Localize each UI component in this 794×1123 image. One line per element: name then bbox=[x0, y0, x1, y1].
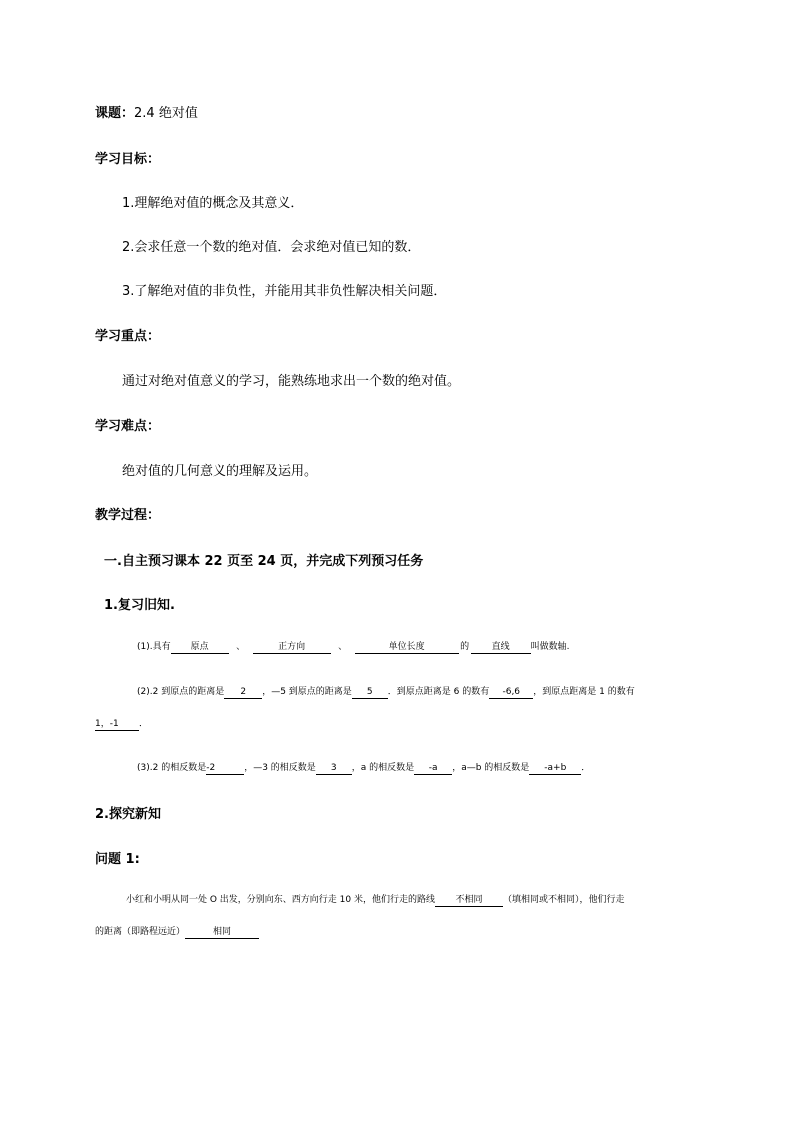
q2-part-3: ．到原点距离是 6 的数有 bbox=[387, 687, 490, 697]
question-2-line-2 bbox=[95, 716, 148, 731]
q1-answer-2: 正方向 bbox=[253, 643, 331, 654]
problem-1-title: 问题 1: bbox=[95, 852, 140, 867]
process-heading: 教学过程： bbox=[95, 508, 161, 523]
q2-answer-1: 2 bbox=[224, 688, 262, 699]
q3-answer-4: -a+b bbox=[529, 764, 581, 775]
q1-answer-4: 直线 bbox=[471, 643, 531, 654]
q2-end: ． bbox=[139, 719, 149, 729]
lesson-title-label: 课题： bbox=[95, 106, 135, 121]
q2-answer-4: 1，-1 bbox=[95, 720, 139, 731]
q3-part-4: ，a—b 的相反数是 bbox=[452, 763, 530, 773]
difficulties-text: 绝对值的几何意义的理解及运用。 bbox=[122, 464, 318, 479]
problem-1-text: 小红和小明从同一处 O 出发，分别向东、西方向行走 10 米，他们行走的路线 bbox=[126, 895, 435, 905]
q1-answer-1: 原点 bbox=[171, 643, 229, 654]
q3-end: ． bbox=[581, 763, 591, 773]
lesson-title bbox=[95, 102, 198, 121]
q1-sep-2: 、 bbox=[338, 642, 348, 652]
question-1 bbox=[137, 639, 570, 654]
q3-answer-3: -a bbox=[414, 764, 452, 775]
q3-answer-1: -2 bbox=[206, 764, 244, 775]
key-points-text: 通过对绝对值意义的学习，能熟练地求出一个数的绝对值。 bbox=[122, 374, 461, 389]
key-points-heading: 学习重点： bbox=[95, 329, 161, 344]
q1-answer-3: 单位长度 bbox=[355, 643, 459, 654]
objective-item-1: 1.理解绝对值的概念及其意义． bbox=[122, 196, 304, 211]
q1-sep-1: 、 bbox=[236, 642, 246, 652]
problem-1-answer-2: 相同 bbox=[185, 928, 259, 939]
problem-1-line-2 bbox=[95, 924, 259, 939]
q1-suffix: 叫做数轴. bbox=[530, 642, 570, 652]
difficulties-heading: 学习难点： bbox=[95, 419, 161, 434]
q1-mid: 的 bbox=[460, 642, 470, 652]
q3-part-3: ，a 的相反数是 bbox=[351, 763, 415, 773]
q2-part-4: ，到原点距离是 1 的数有 bbox=[533, 687, 635, 697]
problem-1-text-2: 的距离（即路程远近） bbox=[95, 927, 186, 937]
q2-answer-2: 5 bbox=[352, 688, 388, 699]
q2-part-2: ，—5 到原点的距离是 bbox=[262, 687, 352, 697]
problem-1-answer-1: 不相同 bbox=[435, 896, 503, 907]
objectives-heading: 学习目标： bbox=[95, 152, 161, 167]
problem-1-tail: （填相同或不相同），他们行走 bbox=[502, 895, 625, 905]
q3-part-2: ，—3 的相反数是 bbox=[244, 763, 316, 773]
q2-answer-3: -6,6 bbox=[489, 688, 533, 699]
explore-heading: 2.探究新知 bbox=[95, 807, 161, 822]
q3-answer-2: 3 bbox=[316, 764, 352, 775]
objective-item-2: 2.会求任意一个数的绝对值．会求绝对值已知的数． bbox=[122, 240, 421, 255]
lesson-title-text: 2.4 绝对值 bbox=[134, 106, 198, 121]
q2-part-1: (2).2 到原点的距离是 bbox=[137, 687, 225, 697]
problem-1-line-1 bbox=[126, 892, 625, 907]
question-3 bbox=[137, 760, 590, 775]
question-2-line-1 bbox=[137, 684, 635, 699]
section-1-heading: 一.自主预习课本 22 页至 24 页，并完成下列预习任务 bbox=[104, 554, 424, 569]
q1-prefix: (1).具有 bbox=[137, 642, 171, 652]
objective-item-3: 3.了解绝对值的非负性，并能用其非负性解决相关问题． bbox=[122, 284, 447, 299]
review-subheading: 1.复习旧知. bbox=[104, 598, 175, 613]
q3-part-1: (3).2 的相反数是 bbox=[137, 763, 207, 773]
